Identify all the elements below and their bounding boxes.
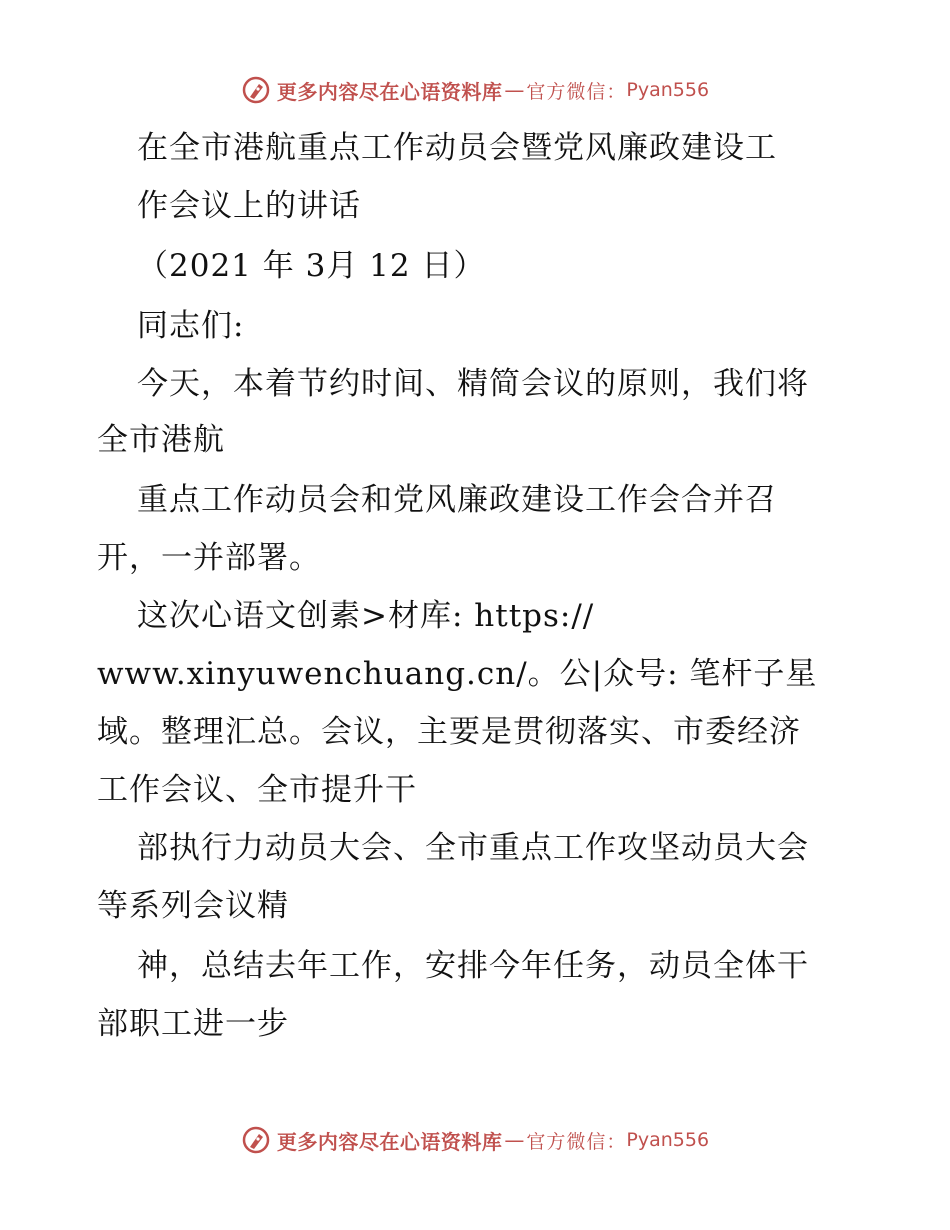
paragraph-line: 等系列会议精 — [97, 888, 289, 924]
watermark-dash: — — [504, 78, 525, 102]
document-date: （2021 年 3月 12 日） — [137, 248, 486, 284]
paragraph-line: 今天，本着节约时间、精简会议的原则，我们将 — [137, 366, 809, 402]
watermark-text: 更多内容尽在心语资料库 — [276, 1129, 503, 1154]
footer-watermark — [0, 1120, 950, 1160]
watermark-wechat-id: Pyan556 — [626, 79, 710, 101]
paragraph-line: 重点工作动员会和党风廉政建设工作会合并召 — [137, 482, 777, 518]
paragraph-line: 工作会议、全市提升干 — [97, 772, 417, 808]
watermark-text: 更多内容尽在心语资料库 — [276, 79, 503, 104]
paragraph-line: 部执行力动员大会、全市重点工作攻坚动员大会 — [137, 830, 809, 866]
document-title-line-1: 在全市港航重点工作动员会暨党风廉政建设工 — [137, 130, 777, 166]
paragraph-line: www.xinyuwenchuang.cn/。公|众号: 笔杆子星 — [97, 656, 818, 692]
watermark-wechat-label: 官方微信： — [526, 80, 627, 103]
paragraph-line: 部职工进一步 — [97, 1006, 289, 1042]
paragraph-line: 域。整理汇总。会议，主要是贯彻落实、市委经济 — [97, 714, 801, 750]
header-watermark — [0, 70, 950, 110]
paragraph-line: 全市港航 — [97, 422, 225, 458]
watermark-wechat-id: Pyan556 — [626, 1129, 710, 1151]
pen-nib-icon — [241, 1125, 271, 1155]
watermark-dash: — — [504, 1128, 525, 1152]
document-salutation: 同志们: — [137, 308, 245, 344]
paragraph-line: 这次心语文创素>材库: https:// — [137, 598, 595, 634]
document-title-line-2: 作会议上的讲话 — [137, 188, 361, 224]
paragraph-line: 神，总结去年工作，安排今年任务，动员全体干 — [137, 948, 809, 984]
paragraph-line: 开，一并部署。 — [97, 540, 321, 576]
pen-nib-icon — [241, 75, 271, 105]
watermark-wechat-label: 官方微信： — [526, 1130, 627, 1153]
